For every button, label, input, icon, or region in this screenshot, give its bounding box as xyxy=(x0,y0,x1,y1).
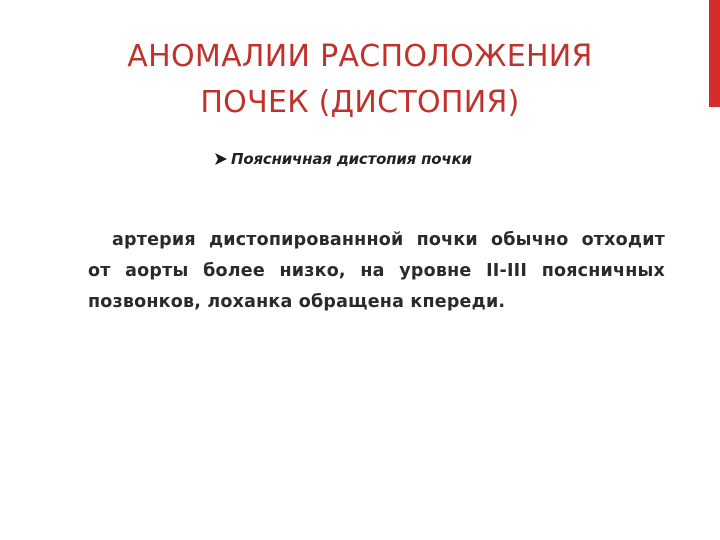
arrow-bullet-icon xyxy=(214,152,228,166)
title-line-1: АНОМАЛИИ РАСПОЛОЖЕНИЯ xyxy=(127,39,593,74)
body-paragraph: артерия дистопированнной почки обычно отходит от аорты более низко, на уровне II-III поясничных позвонков, лоханка обращена кпереди. xyxy=(88,230,665,312)
accent-bar xyxy=(709,0,720,107)
title-line-2: ПОЧЕК (ДИСТОПИЯ) xyxy=(200,85,520,120)
bullet-text: Поясничная дистопия почки xyxy=(231,150,472,168)
bullet-item xyxy=(214,148,472,170)
accent-bar-lower xyxy=(709,107,720,540)
slide-title xyxy=(40,34,680,126)
